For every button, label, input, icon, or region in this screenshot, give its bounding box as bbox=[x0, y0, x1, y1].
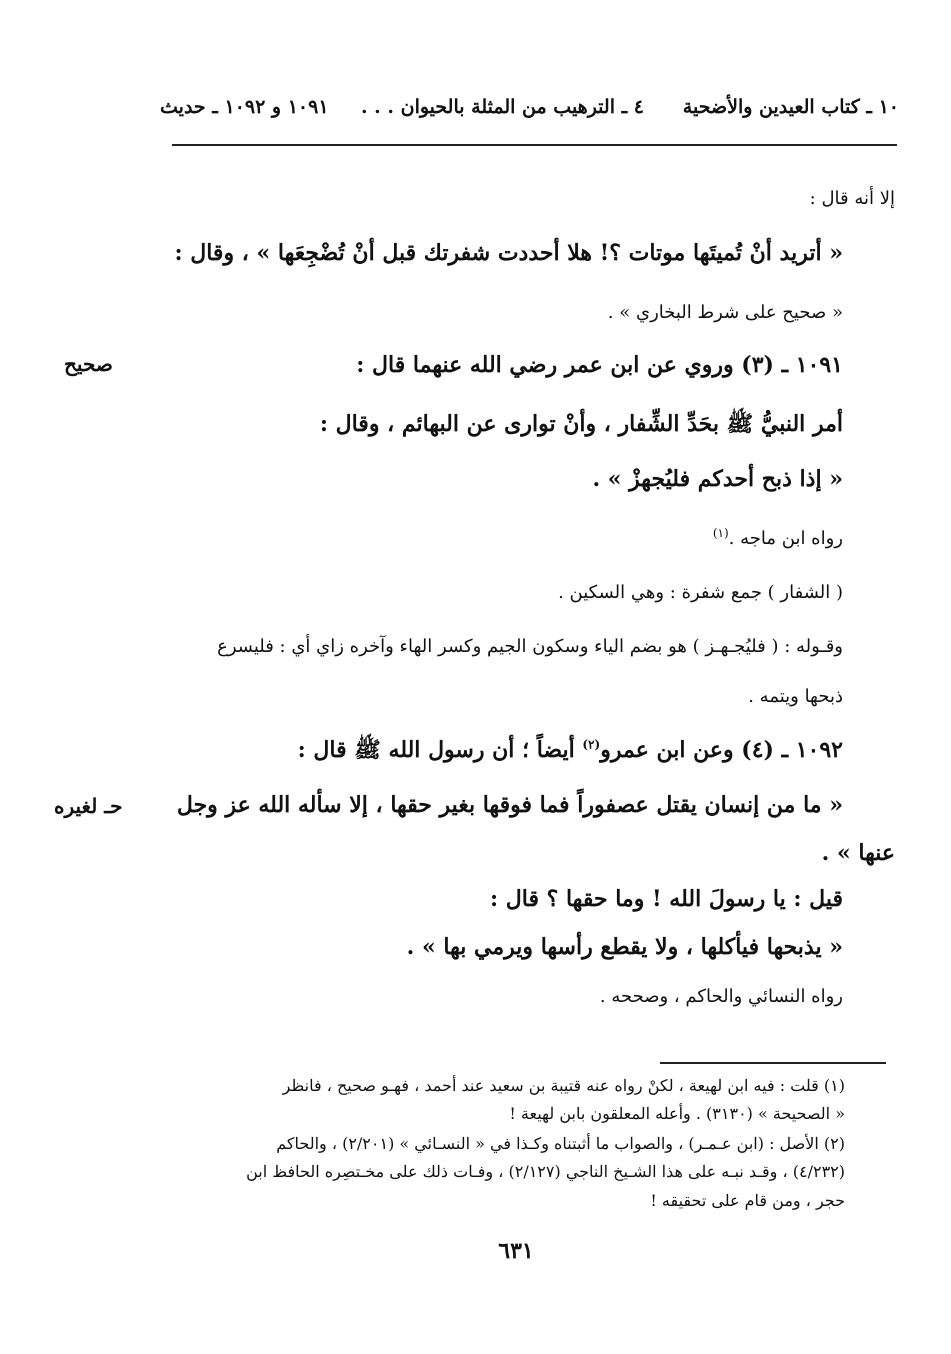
gloss-2-line-1: وقـوله : ( فليُجـهـز ) هو بضم الياء وسكون الجيم وكسر الهاء وآخره زاي أي : فليسرع bbox=[217, 636, 843, 657]
hadith-1091-title: ١٠٩١ ـ (٣) وروي عن ابن عمر رضي الله عنهما قال : bbox=[356, 352, 843, 378]
running-header bbox=[160, 96, 899, 128]
header-rule bbox=[172, 144, 897, 146]
header-hadith-range: ١٠٩١ و ١٠٩٢ ـ حديث bbox=[160, 96, 329, 118]
footnote-rule bbox=[660, 1062, 886, 1064]
hadith-1092-title bbox=[298, 736, 843, 768]
footnote-ref-2: (٢) bbox=[582, 737, 601, 752]
footnote-1-line-1: (١) قلت : فيه ابن لهيعة ، لكنْ رواه عنه قتيبة بن سعيد عند أحمد ، فهـو صحيح ، فانظر bbox=[282, 1076, 845, 1095]
hadith-1091-quote: « إذا ذبح أحدكم فليُجهزْ » . bbox=[592, 466, 843, 492]
footnote-ref-1: (١) bbox=[712, 526, 729, 540]
hadith-1092-answer: « يذبحها فيأكلها ، ولا يقطع رأسها ويرمي بها » . bbox=[406, 934, 843, 960]
footnote-2-line-1: (٢) الأصل : (ابن عـمـر) ، والصواب ما أثبتناه وكـذا في « النسـائي » (٢/٢٠١) ، والحاكم bbox=[276, 1134, 845, 1153]
hadith-1091-source bbox=[713, 526, 843, 549]
gloss-2-line-2: ذبحها ويتمه . bbox=[748, 686, 843, 707]
header-chapter: ١٠ ـ كتاب العيدين والأضحية bbox=[682, 96, 899, 118]
hadith-1091-grade: صحيح bbox=[64, 352, 113, 376]
hadith-1092-quote-line-2: عنها » . bbox=[821, 840, 895, 866]
footnote-2-line-3: حجر ، ومن قام على تحقيقه ! bbox=[650, 1191, 845, 1210]
footnote-2-line-2: (٤/٢٣٢) ، وقـد نبـه على هذا الشـيخ الناجي (٢/١٢٧) ، وفـات ذلك على مخـتصِره الحافظ ابن bbox=[246, 1162, 845, 1181]
footnote-1-line-2: « الصحيحة » (٣١٣٠) . وأعله المعلقون بابن لهيعة ! bbox=[509, 1104, 845, 1123]
hadith-1092-grade: حـ لغيره bbox=[54, 794, 123, 818]
intro-line: إلا أنه قال : bbox=[809, 188, 895, 209]
hadith-1092-title-pre: ١٠٩٢ ـ (٤) وعن ابن عمرو bbox=[600, 737, 843, 763]
hadith-1091-text: أمر النبيُّ ﷺ بحَدِّ الشِّفار ، وأنْ توارى عن البهائم ، وقال : bbox=[319, 411, 843, 437]
hadith-1092-quote-line-1: « ما من إنسان يقتل عصفوراً فما فوقها بغير حقها ، إلا سأله الله عز وجل bbox=[176, 792, 843, 818]
page-number: ٦٣١ bbox=[498, 1238, 534, 1264]
hadith-1092-question: قيل : يا رسولَ الله ! وما حقها ؟ قال : bbox=[490, 886, 843, 912]
quote-line-1: « أتريد أنْ تُميتَها موتات ؟! هلا أحددت شفرتك قبل أنْ تُضْجِعَها » ، وقال : bbox=[174, 240, 843, 266]
source-text: رواه ابن ماجه . bbox=[728, 528, 843, 549]
hadith-1092-source: رواه النسائي والحاكم ، وصححه . bbox=[599, 986, 843, 1007]
gloss-1: ( الشفار ) جمع شفرة : وهي السكين . bbox=[558, 582, 843, 603]
grade-note: « صحيح على شرط البخاري » . bbox=[607, 302, 843, 323]
hadith-1092-title-post: أيضاً ؛ أن رسول الله ﷺ قال : bbox=[297, 737, 583, 763]
header-section: ٤ ـ الترهيب من المثلة بالحيوان . . . bbox=[360, 96, 644, 118]
